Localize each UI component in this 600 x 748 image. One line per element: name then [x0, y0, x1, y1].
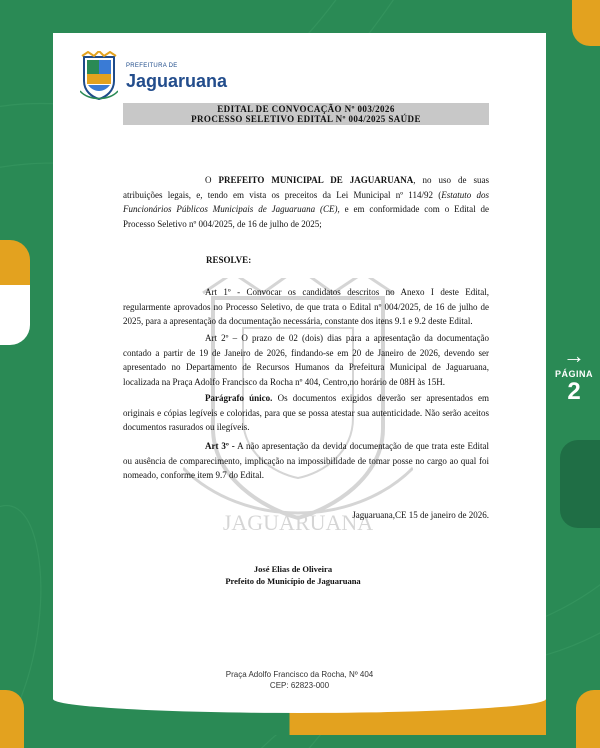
decor-shape — [0, 285, 30, 345]
arrow-right-icon: → — [563, 343, 585, 368]
watermark-text: JAGUARUANA — [222, 510, 374, 535]
decor-shape — [0, 240, 30, 290]
authority-name: PREFEITO MUNICIPAL DE JAGUARUANA — [218, 175, 414, 185]
signatory-name: José Elias de Oliveira — [253, 564, 333, 574]
article-3-text: A não apresentação da devida documentação de que trata este Edital ou ausência de comparecimento, implicação na impossibilidade de tomar posse no cargo ao qual foi nomeado, conforme item 9.7 do Edital. — [123, 441, 489, 480]
article-3 — [123, 439, 489, 483]
decor-shape — [0, 690, 24, 748]
article-3-label: Art 3º - — [205, 441, 235, 451]
article-1: Art 1º - Convocar os candidatos descritos no Anexo I deste Edital, regularmente aprovados no Processo Seletivo, de que trata o Edital nº 004/2025, de 16 de julho de 2025, para a apresentação da documentação necessária, constante dos itens 9.1 e 9.2 deste Edital. — [123, 287, 489, 326]
statute-name: Estatuto dos Funcionários Públicos Municipais de Jaguaruana (CE), — [123, 189, 489, 214]
article-2: Art 2º – O prazo de 02 (dois) dias para a apresentação da documentação contado a partir de 19 de Janeiro de 2026, findando-se em 20 de Janeiro de 2026, devendo ser apresentado no Departamento de Recursos Humanos da Prefeitura Municipal de Jaguaruana, localizada na Praça Adolfo Francisco da Rocha nº 404, Centro,no horário de 08H às 15H. — [123, 333, 489, 387]
footer-address — [53, 669, 546, 691]
signature-block — [173, 563, 413, 587]
page-indicator — [550, 345, 598, 405]
resolve-heading: RESOLVE: — [206, 255, 252, 265]
title-line-2: PROCESSO SELETIVO EDITAL Nº 004/2025 SAÚDE — [191, 114, 421, 124]
address-line: Praça Adolfo Francisco da Rocha, Nº 404 — [225, 670, 374, 679]
title-line-1: EDITAL DE CONVOCAÇÃO Nº 003/2026 — [217, 104, 395, 114]
sole-paragraph-label: Parágrafo único. — [205, 393, 273, 403]
signatory-role: Prefeito do Município de Jaguaruana — [225, 576, 361, 586]
intro-end: e em conformidade com o Edital de Processo Seletivo nº 004/2025, de 16 de julho de 2025; — [123, 204, 489, 229]
municipality-logo — [80, 51, 240, 105]
sole-paragraph — [123, 391, 489, 435]
coat-of-arms-icon — [80, 51, 118, 101]
intro-prefix: O — [205, 175, 219, 185]
sole-paragraph-text: Os documentos exigidos deverão ser apresentados em originais e cópias legíveis e coloridas, para que se possa atestar sua autenticidade. Não serão aceitos documentos rasurados ou ilegíveis. — [123, 393, 489, 432]
decor-shape — [576, 690, 600, 748]
logo-name: Jaguaruana — [126, 71, 228, 91]
intro-paragraph — [123, 173, 489, 231]
footer-color-strip — [53, 699, 546, 735]
logo-prefix: PREFEITURA DE — [126, 63, 178, 69]
document-page — [53, 33, 546, 735]
document-date: Jaguaruana,CE 15 de janeiro de 2026. — [352, 510, 489, 520]
page-label: PÁGINA — [554, 369, 593, 379]
decor-shape — [572, 0, 600, 46]
decor-shape — [560, 440, 600, 528]
intro-mid: , no uso de suas atribuições legais, e, tendo em vista os preceitos da Lei Municipal nº 114/92 ( — [123, 175, 489, 200]
document-title — [123, 103, 489, 125]
page-number: 2 — [567, 378, 581, 405]
cep-line: CEP: 62823-000 — [269, 681, 330, 690]
